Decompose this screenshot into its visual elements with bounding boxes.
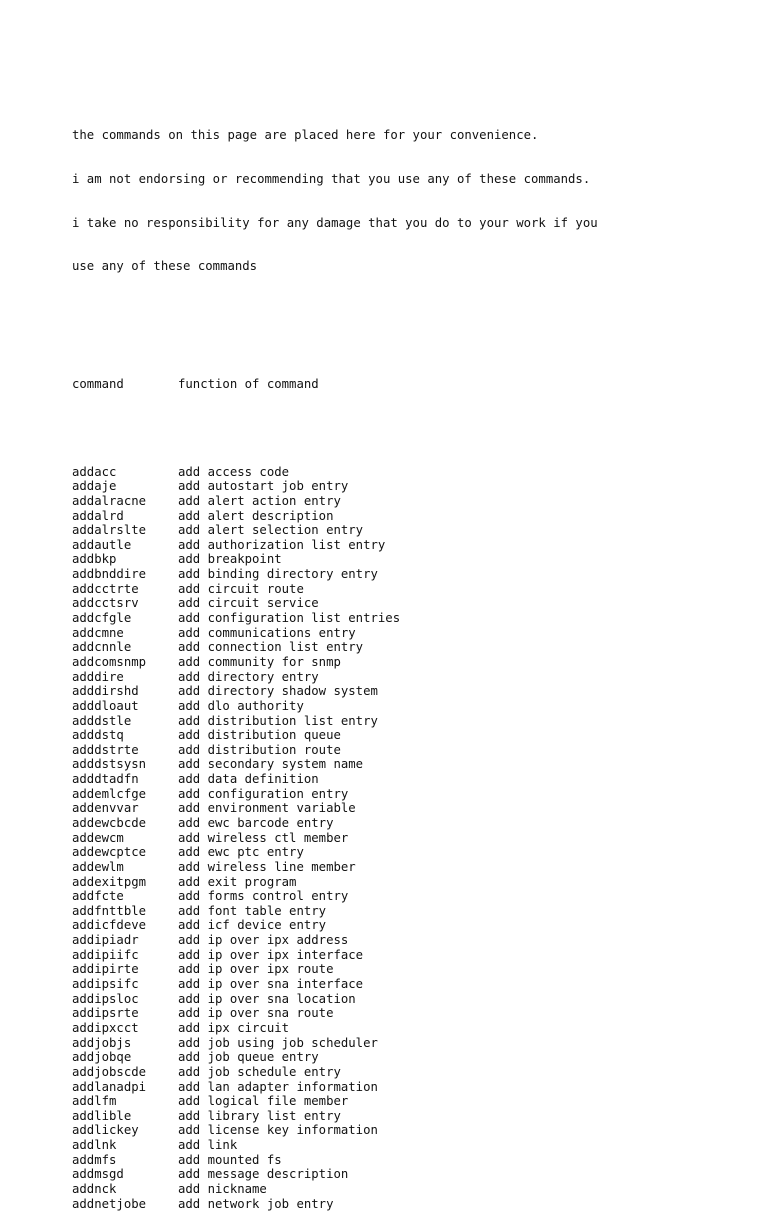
command-function: add ipx circuit — [178, 1020, 290, 1035]
table-header — [72, 377, 732, 392]
command-function: add wireless ctl member — [178, 830, 349, 845]
table-row — [72, 757, 732, 772]
command-function: add directory entry — [178, 669, 319, 684]
table-row — [72, 611, 732, 626]
command-name: addalrd — [72, 508, 124, 523]
command-function: add icf device entry — [178, 918, 327, 933]
table-row — [72, 977, 732, 992]
command-name: addewlm — [72, 859, 124, 874]
command-function: add alert selection entry — [178, 523, 364, 538]
command-name: addcfgle — [72, 611, 132, 626]
command-function: add breakpoint — [178, 552, 282, 567]
table-row — [72, 1080, 732, 1095]
command-function: add dlo authority — [178, 698, 304, 713]
command-name: addipsloc — [72, 991, 139, 1006]
command-function: add distribution list entry — [178, 713, 378, 728]
table-row — [72, 670, 732, 685]
command-name: addcmne — [72, 625, 124, 640]
table-row — [72, 626, 732, 641]
command-name: addewcm — [72, 830, 124, 845]
command-function: add ip over ipx interface — [178, 947, 364, 962]
spacer — [72, 333, 732, 348]
command-name: adddloaut — [72, 698, 139, 713]
table-row — [72, 772, 732, 787]
command-function: add job schedule entry — [178, 1064, 341, 1079]
command-name: addcctsrv — [72, 596, 139, 611]
command-name: addipsrte — [72, 1006, 139, 1021]
command-function: add ip over sna interface — [178, 977, 364, 992]
command-function: add link — [178, 1138, 238, 1153]
command-function: add forms control entry — [178, 889, 349, 904]
command-list — [72, 465, 732, 1212]
table-row — [72, 714, 732, 729]
command-function: add library list entry — [178, 1108, 341, 1123]
table-row — [72, 582, 732, 597]
table-row — [72, 1138, 732, 1153]
disclaimer-line: use any of these commands — [72, 259, 258, 274]
command-name: addfcte — [72, 889, 124, 904]
table-row — [72, 552, 732, 567]
table-row — [72, 904, 732, 919]
command-function: add message description — [178, 1167, 349, 1182]
command-name: addipiadr — [72, 933, 139, 948]
command-name: addlnk — [72, 1138, 117, 1153]
disclaimer — [72, 98, 732, 303]
table-row — [72, 479, 732, 494]
command-function: add mounted fs — [178, 1152, 282, 1167]
command-function: add ewc barcode entry — [178, 815, 334, 830]
table-row — [72, 875, 732, 890]
column-header-function: function of command — [178, 376, 319, 391]
command-function: add wireless line member — [178, 859, 356, 874]
table-row — [72, 948, 732, 963]
command-function: add alert action entry — [178, 493, 341, 508]
command-function: add secondary system name — [178, 757, 364, 772]
command-function: add data definition — [178, 772, 319, 787]
command-name: addcnnle — [72, 640, 132, 655]
command-name: addalracne — [72, 493, 147, 508]
command-function: add alert description — [178, 508, 334, 523]
document-page — [72, 69, 732, 1226]
command-function: add exit program — [178, 874, 297, 889]
disclaimer-line: i am not endorsing or recommending that you use any of these commands. — [72, 171, 591, 186]
command-function: add circuit service — [178, 596, 319, 611]
table-row — [72, 596, 732, 611]
command-name: adddtadfn — [72, 772, 139, 787]
table-row — [72, 962, 732, 977]
command-name: addcomsnmp — [72, 654, 147, 669]
command-name: addipiifc — [72, 947, 139, 962]
command-function: add access code — [178, 464, 290, 479]
command-function: add authorization list entry — [178, 537, 386, 552]
command-name: adddstsysn — [72, 757, 147, 772]
command-function: add environment variable — [178, 801, 356, 816]
command-function: add job using job scheduler — [178, 1035, 378, 1050]
table-row — [72, 889, 732, 904]
command-name: addnck — [72, 1182, 117, 1196]
spacer — [72, 421, 732, 436]
table-row — [72, 640, 732, 655]
table-row — [72, 743, 732, 758]
command-function: add ip over sna location — [178, 991, 356, 1006]
command-function: add binding directory entry — [178, 567, 378, 582]
table-row — [72, 567, 732, 582]
command-function: add ip over ipx route — [178, 962, 334, 977]
table-row — [72, 1109, 732, 1124]
command-function: add lan adapter information — [178, 1079, 378, 1094]
command-name: addcctrte — [72, 581, 139, 596]
disclaimer-line: the commands on this page are placed here for your convenience. — [72, 127, 539, 142]
table-row — [72, 831, 732, 846]
command-name: addemlcfge — [72, 786, 147, 801]
command-name: addlickey — [72, 1123, 139, 1138]
command-name: adddstq — [72, 728, 124, 743]
table-row — [72, 1197, 732, 1212]
table-row — [72, 699, 732, 714]
table-row — [72, 787, 732, 802]
table-row — [72, 494, 732, 509]
table-row — [72, 845, 732, 860]
command-name: addfnttble — [72, 903, 147, 918]
table-row — [72, 1050, 732, 1065]
command-name: adddirshd — [72, 684, 139, 699]
command-name: addmfs — [72, 1152, 117, 1167]
table-row — [72, 801, 732, 816]
command-function: add ip over sna route — [178, 1006, 334, 1021]
command-name: addenvvar — [72, 801, 139, 816]
table-row — [72, 1167, 732, 1182]
command-function: add ip over ipx address — [178, 933, 349, 948]
table-row — [72, 1036, 732, 1051]
command-name: addjobjs — [72, 1035, 132, 1050]
command-name: adddstle — [72, 713, 132, 728]
table-row — [72, 918, 732, 933]
command-function: add logical file member — [178, 1094, 349, 1109]
command-name: addlfm — [72, 1094, 117, 1109]
command-function: add circuit route — [178, 581, 304, 596]
command-name: addipirte — [72, 962, 139, 977]
command-name: addexitpgm — [72, 874, 147, 889]
table-row — [72, 1123, 732, 1138]
column-header-command: command — [72, 376, 124, 391]
table-row — [72, 1021, 732, 1036]
command-function: add connection list entry — [178, 640, 364, 655]
command-function: add font table entry — [178, 903, 327, 918]
command-name: addacc — [72, 464, 117, 479]
command-name: addautle — [72, 537, 132, 552]
command-function: add autostart job entry — [178, 479, 349, 494]
table-row — [72, 1182, 732, 1197]
table-row — [72, 684, 732, 699]
command-name: addipxcct — [72, 1020, 139, 1035]
table-row — [72, 728, 732, 743]
table-row — [72, 860, 732, 875]
command-function: add ewc ptc entry — [178, 845, 304, 860]
command-name: addewcbcde — [72, 815, 147, 830]
table-row — [72, 509, 732, 524]
command-name: addbnddire — [72, 567, 147, 582]
command-name: addipsifc — [72, 977, 139, 992]
command-name: addmsgd — [72, 1167, 124, 1182]
command-function: add configuration list entries — [178, 611, 401, 626]
command-function: add distribution queue — [178, 728, 341, 743]
table-row — [72, 1065, 732, 1080]
command-name: addnetjobe — [72, 1196, 147, 1211]
disclaimer-line: i take no responsibility for any damage that you do to your work if you — [72, 215, 598, 230]
command-name: addjobscde — [72, 1064, 147, 1079]
command-function: add configuration entry — [178, 786, 349, 801]
command-name: addlanadpi — [72, 1079, 147, 1094]
table-row — [72, 1094, 732, 1109]
command-function: add network job entry — [178, 1196, 334, 1211]
command-function: add directory shadow system — [178, 684, 378, 699]
table-row — [72, 538, 732, 553]
command-name: addalrslte — [72, 523, 147, 538]
table-row — [72, 816, 732, 831]
table-row — [72, 523, 732, 538]
command-name: addicfdeve — [72, 918, 147, 933]
command-function: add nickname — [178, 1182, 267, 1196]
table-row — [72, 655, 732, 670]
command-function: add license key information — [178, 1123, 378, 1138]
command-function: add distribution route — [178, 742, 341, 757]
command-function: add community for snmp — [178, 654, 341, 669]
table-row — [72, 933, 732, 948]
table-row — [72, 1006, 732, 1021]
command-name: addlible — [72, 1108, 132, 1123]
command-name: adddstrte — [72, 742, 139, 757]
table-row — [72, 992, 732, 1007]
command-name: addjobqe — [72, 1050, 132, 1065]
command-name: addbkp — [72, 552, 117, 567]
table-row — [72, 1153, 732, 1168]
command-name: addaje — [72, 479, 117, 494]
command-function: add job queue entry — [178, 1050, 319, 1065]
command-name: adddire — [72, 669, 124, 684]
command-function: add communications entry — [178, 625, 356, 640]
table-row — [72, 465, 732, 480]
command-name: addewcptce — [72, 845, 147, 860]
